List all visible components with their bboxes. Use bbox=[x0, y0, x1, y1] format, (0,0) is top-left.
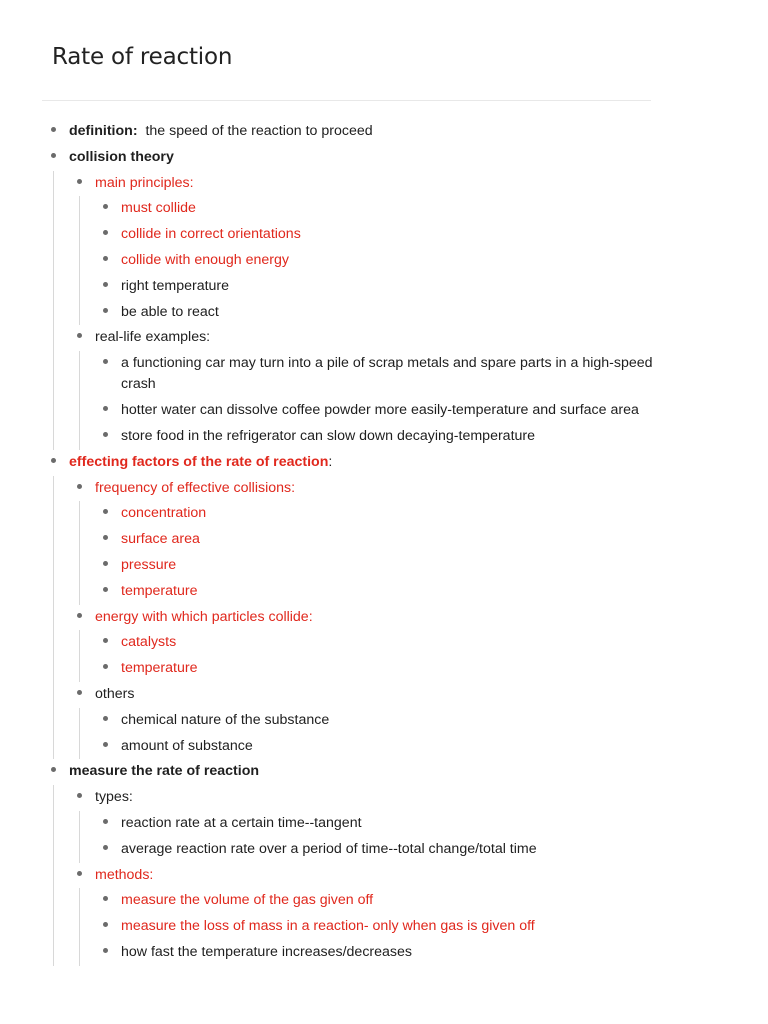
bullet-icon[interactable] bbox=[103, 896, 108, 901]
bullet-icon[interactable] bbox=[77, 690, 82, 695]
list-item[interactable] bbox=[42, 248, 682, 274]
list-item[interactable] bbox=[42, 424, 682, 450]
list-item-text: hotter water can dissolve coffee powder more easily-temperature and surface area bbox=[121, 402, 639, 419]
outline-item-real-life-examples[interactable] bbox=[42, 325, 682, 351]
bullet-icon[interactable] bbox=[103, 256, 108, 261]
list-item-text: right temperature bbox=[121, 277, 230, 294]
list-item-text: surface area bbox=[121, 531, 200, 548]
bullet-icon[interactable] bbox=[77, 179, 82, 184]
list-item[interactable] bbox=[42, 914, 682, 940]
list-item-text: pressure bbox=[121, 556, 177, 573]
effecting-factors-suffix: : bbox=[328, 453, 333, 470]
bullet-icon[interactable] bbox=[51, 153, 56, 158]
effecting-factors-children bbox=[42, 476, 682, 760]
bullet-icon[interactable] bbox=[77, 613, 82, 618]
outline-item-others[interactable] bbox=[42, 682, 682, 708]
bullet-icon[interactable] bbox=[103, 845, 108, 850]
real-life-examples-label: real-life examples: bbox=[95, 329, 211, 346]
bullet-icon[interactable] bbox=[103, 509, 108, 514]
frequency-children bbox=[42, 501, 682, 604]
bullet-icon[interactable] bbox=[103, 406, 108, 411]
others-children bbox=[42, 708, 682, 760]
bullet-icon[interactable] bbox=[103, 282, 108, 287]
bullet-icon[interactable] bbox=[77, 871, 82, 876]
types-children bbox=[42, 811, 682, 863]
energy-label: energy with which particles collide: bbox=[95, 608, 313, 625]
list-item[interactable] bbox=[42, 888, 682, 914]
bullet-icon[interactable] bbox=[51, 127, 56, 132]
bullet-icon[interactable] bbox=[103, 359, 108, 364]
collision-theory-label: collision theory bbox=[69, 148, 174, 165]
list-item[interactable] bbox=[42, 527, 682, 553]
list-item-text: temperature bbox=[121, 660, 198, 677]
list-item-text: how fast the temperature increases/decreases bbox=[121, 943, 412, 960]
list-item-text: store food in the refrigerator can slow down decaying-temperature bbox=[121, 427, 536, 444]
list-item[interactable] bbox=[42, 708, 682, 734]
list-item[interactable] bbox=[42, 398, 682, 424]
bullet-icon[interactable] bbox=[103, 948, 108, 953]
outline-item-measure-rate[interactable] bbox=[42, 759, 682, 785]
bullet-icon[interactable] bbox=[103, 587, 108, 592]
outline-item-frequency[interactable] bbox=[42, 476, 682, 502]
list-item-text: catalysts bbox=[121, 634, 177, 651]
energy-children bbox=[42, 630, 682, 682]
bullet-icon[interactable] bbox=[103, 819, 108, 824]
bullet-icon[interactable] bbox=[103, 230, 108, 235]
outline-item-types[interactable] bbox=[42, 785, 682, 811]
list-item-text: amount of substance bbox=[121, 737, 253, 754]
outline bbox=[42, 119, 682, 966]
list-item-text: collide in correct orientations bbox=[121, 226, 301, 243]
outline-item-collision-theory[interactable] bbox=[42, 145, 682, 171]
methods-label: methods: bbox=[95, 866, 154, 883]
bullet-icon[interactable] bbox=[103, 922, 108, 927]
list-item-text: collide with enough energy bbox=[121, 251, 289, 268]
bullet-icon[interactable] bbox=[103, 561, 108, 566]
list-item-text: measure the volume of the gas given off bbox=[121, 892, 374, 909]
bullet-icon[interactable] bbox=[77, 333, 82, 338]
collision-theory-children bbox=[42, 171, 682, 450]
frequency-label: frequency of effective collisions: bbox=[95, 479, 296, 496]
list-item[interactable] bbox=[42, 300, 682, 326]
bullet-icon[interactable] bbox=[103, 535, 108, 540]
measure-rate-label: measure the rate of reaction bbox=[69, 763, 260, 780]
list-item-text: must collide bbox=[121, 200, 196, 217]
list-item-text: a functioning car may turn into a pile of scrap metals and spare parts in a high-speed crash bbox=[121, 355, 653, 393]
list-item[interactable] bbox=[42, 811, 682, 837]
list-item-text: reaction rate at a certain time--tangent bbox=[121, 814, 362, 831]
list-item[interactable] bbox=[42, 837, 682, 863]
outline-item-effecting-factors[interactable] bbox=[42, 450, 682, 476]
measure-rate-children bbox=[42, 785, 682, 966]
bullet-icon[interactable] bbox=[51, 767, 56, 772]
types-label: types: bbox=[95, 789, 133, 806]
list-item[interactable] bbox=[42, 222, 682, 248]
list-item-text: average reaction rate over a period of time--total change/total time bbox=[121, 840, 537, 857]
list-item-text: be able to react bbox=[121, 303, 219, 320]
bullet-icon[interactable] bbox=[103, 638, 108, 643]
effecting-factors-label: effecting factors of the rate of reaction bbox=[69, 453, 329, 470]
bullet-icon[interactable] bbox=[51, 458, 56, 463]
bullet-icon[interactable] bbox=[103, 204, 108, 209]
list-item[interactable] bbox=[42, 196, 682, 222]
outline-item-energy[interactable] bbox=[42, 605, 682, 631]
methods-children bbox=[42, 888, 682, 965]
list-item-text: measure the loss of mass in a reaction- only when gas is given off bbox=[121, 918, 535, 935]
page-title: Rate of reaction bbox=[52, 44, 233, 70]
bullet-icon[interactable] bbox=[77, 484, 82, 489]
list-item[interactable] bbox=[42, 734, 682, 760]
definition-value: the speed of the reaction to proceed bbox=[145, 123, 373, 139]
bullet-icon[interactable] bbox=[103, 742, 108, 747]
list-item[interactable] bbox=[42, 274, 682, 300]
outline-item-main-principles[interactable] bbox=[42, 171, 682, 197]
title-divider bbox=[42, 100, 651, 101]
list-item[interactable] bbox=[42, 579, 682, 605]
main-principles-label: main principles: bbox=[95, 174, 194, 191]
list-item[interactable] bbox=[42, 351, 682, 398]
outline-item-methods[interactable] bbox=[42, 863, 682, 889]
main-principles-children bbox=[42, 196, 682, 325]
bullet-icon[interactable] bbox=[103, 308, 108, 313]
list-item[interactable] bbox=[42, 501, 682, 527]
list-item[interactable] bbox=[42, 656, 682, 682]
bullet-icon[interactable] bbox=[103, 664, 108, 669]
bullet-icon[interactable] bbox=[77, 793, 82, 798]
list-item[interactable] bbox=[42, 940, 682, 966]
bullet-icon[interactable] bbox=[103, 716, 108, 721]
bullet-icon[interactable] bbox=[103, 432, 108, 437]
real-life-examples-children bbox=[42, 351, 682, 450]
list-item-text: temperature bbox=[121, 582, 198, 599]
others-label: others bbox=[95, 685, 135, 702]
outline-item-definition[interactable] bbox=[42, 119, 682, 145]
list-item[interactable] bbox=[42, 553, 682, 579]
definition-label: definition: bbox=[69, 123, 138, 139]
list-item[interactable] bbox=[42, 630, 682, 656]
list-item-text: concentration bbox=[121, 505, 207, 522]
list-item-text: chemical nature of the substance bbox=[121, 711, 330, 728]
